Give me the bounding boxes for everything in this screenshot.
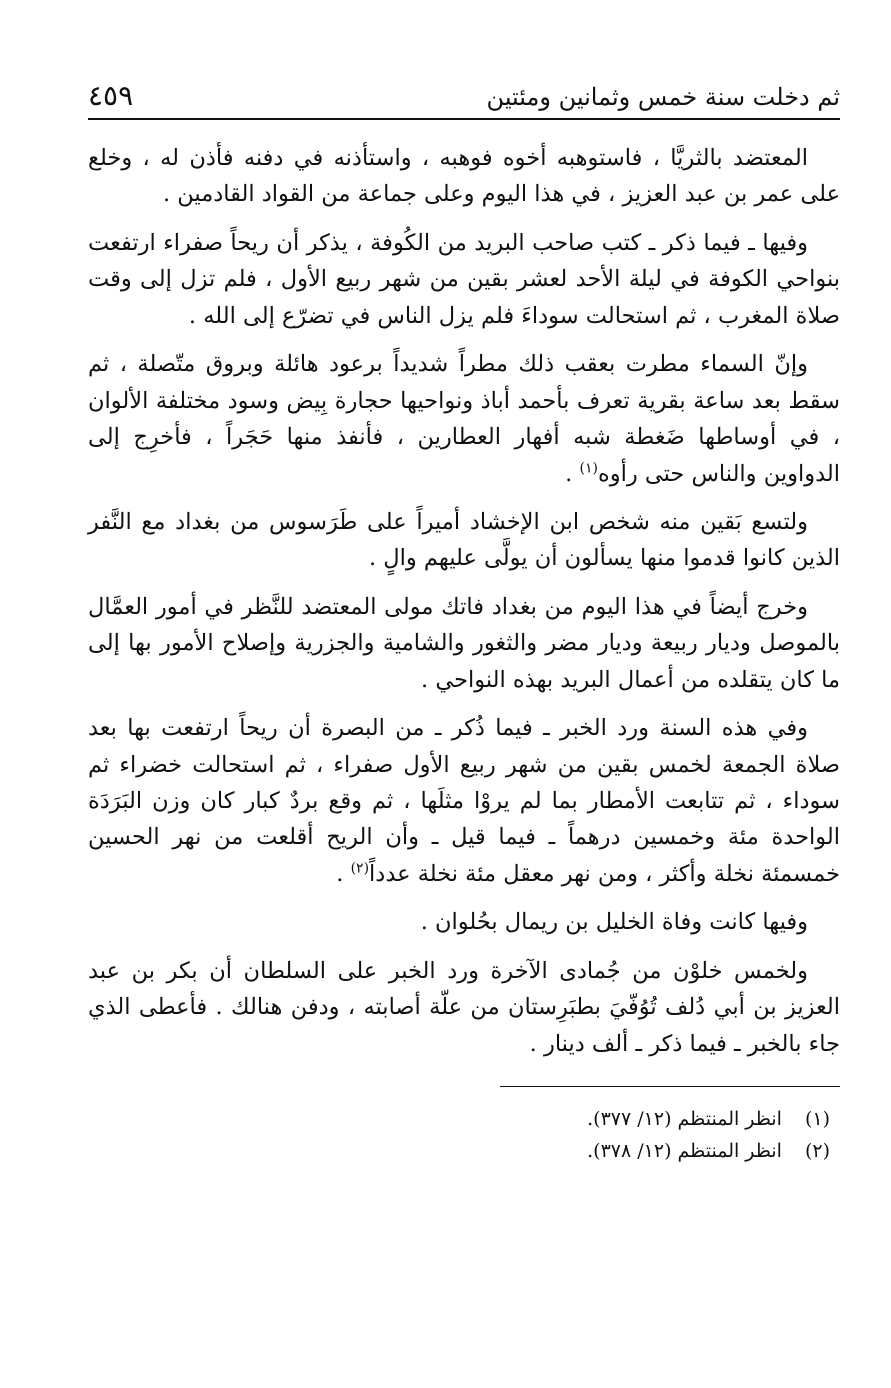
footnote-ref: (٢) (350, 860, 370, 877)
footnotes (88, 1103, 840, 1168)
paragraph-end: . (336, 860, 351, 887)
footnote-number: (١) (804, 1108, 830, 1131)
paragraph (88, 346, 840, 492)
paragraph-text: وخرج أيضاً في هذا اليوم من بغداد فاتك مولى المعتضد للنَّظر في أمور العمَّال بالموصل وديار ربيعة وديار مضر والثغور والشامية والجزرية وإصلاح الأمور بها إلى ما كان يتقلده من أعمال البريد بهذه النواحي . (88, 593, 840, 693)
footnote-ref: (١) (579, 460, 598, 476)
footnote (88, 1135, 840, 1167)
paragraph-text: وفيها كانت وفاة الخليل بن ريمال بحُلوان . (420, 909, 808, 936)
paragraph (88, 904, 840, 940)
paragraph (88, 504, 840, 577)
paragraph-end: . (565, 460, 580, 487)
paragraph-text: ولتسع بَقين منه شخص ابن الإخشاد أميراً على طَرَسوس من بغداد مع النَّفر الذين كانوا قدموا منها يسألون أن يولَّى عليهم والٍ . (88, 508, 840, 572)
footnote-text: انظر المنتظم (١٢/ ٣٧٨). (587, 1140, 782, 1163)
footnote (88, 1103, 840, 1135)
paragraph (88, 710, 840, 892)
paragraph-text: وفي هذه السنة ورد الخبر ـ فيما ذُكر ـ من البصرة أن ريحاً ارتفعت بها بعد صلاة الجمعة لخمس بقين من شهر ربيع الأول صفراء ، ثم استحالت خضراء ثم سوداء ، ثم تتابعت الأمطار بما لم يروْا مثلَها ، ثم وقع بردٌ كبار كان وزن البَرَدَة الواحدة مئة وخمسين درهماً ـ فيما قيل ـ وأن الريح أقلعت من نهر الحسين خمسمئة نخلة وأكثر ، ومن نهر معقل مئة نخلة عدداً (88, 715, 840, 887)
page-header (88, 70, 840, 120)
footnote-number: (٢) (804, 1140, 830, 1163)
footnote-text: انظر المنتظم (١٢/ ٣٧٧). (587, 1108, 782, 1131)
book-page (88, 70, 840, 1168)
paragraph-text: المعتضد بالثريَّا ، فاستوهبه أخوه فوهبه ، واستأذنه في دفنه فأذن له ، وخلع على عمر بن عبد العزيز ، في هذا اليوم وعلى جماعة من القواد القادمين . (88, 145, 840, 208)
main-text (88, 140, 840, 1062)
paragraph-text: وإنّ السماء مطرت بعقب ذلك مطراً شديداً برعود هائلة وبروق متّصلة ، ثم سقط بعد ساعة بقرية تعرف بأحمد أباذ ونواحيها حجارة بِيض وسود مختلفة الألوان ، في أوساطها ضَغطة شبه أفهار العطارين ، فأنفذ منها حَجَراً ، فأخرِج إلى الدواوين والناس حتى رأوه (88, 351, 840, 487)
paragraph-text: وفيها ـ فيما ذكر ـ كتب صاحب البريد من الكُوفة ، يذكر أن ريحاً صفراء ارتفعت بنواحي الكوفة في ليلة الأحد لعشر بقين من شهر ربيع الأول ، فلم تزل إلى وقت صلاة المغرب ، ثم استحالت سوداءَ فلم يزل الناس في تضرّع إلى الله . (88, 229, 840, 329)
paragraph (88, 225, 840, 334)
page-number: ٤٥٩ (88, 79, 134, 113)
paragraph-text: ولخمس خلوْن من جُمادى الآخرة ورد الخبر على السلطان أن بكر بن عبد العزيز بن أبي دُلف تُوُفّيَ بطبَرِستان من علّة أصابته ، ودفن هنالك . فأعطى الذي جاء بالخبر ـ فيما ذكر ـ ألف دينار . (88, 957, 840, 1057)
running-title: ثم دخلت سنة خمس وثمانين ومئتين (486, 83, 840, 112)
paragraph (88, 953, 840, 1062)
footnote-divider (500, 1086, 840, 1087)
paragraph (88, 589, 840, 698)
paragraph (88, 140, 840, 213)
